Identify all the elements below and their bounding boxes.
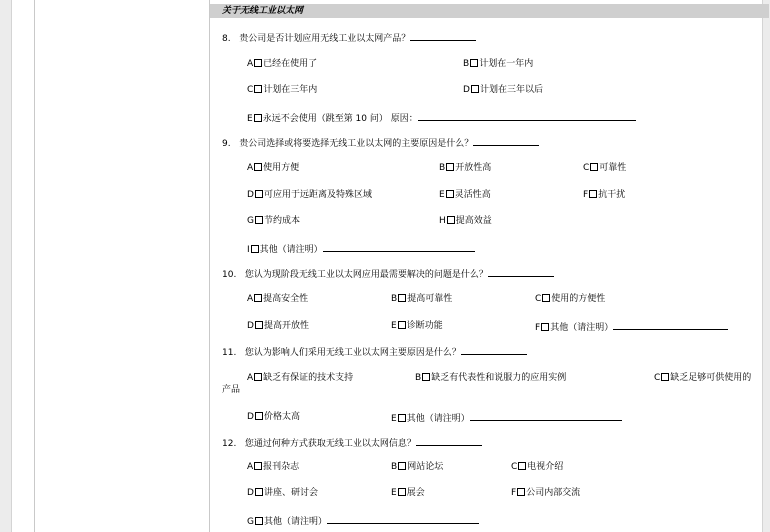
option-9f: [583, 189, 625, 201]
option-label: 抗干扰: [598, 190, 626, 200]
checkbox[interactable]: [254, 462, 262, 470]
checkbox[interactable]: [422, 373, 430, 381]
option-label: 其他（请注明）: [263, 517, 327, 527]
option-8b: [463, 58, 533, 70]
option-label: 展会: [406, 488, 425, 498]
option-label: 灵活性高: [454, 190, 491, 200]
option-12a: [247, 461, 299, 473]
checkbox[interactable]: [446, 190, 454, 198]
question-text: 您认为现阶段无线工业以太网应用最需要解决的问题是什么？: [244, 270, 488, 280]
option-9d: [247, 189, 372, 201]
checkbox[interactable]: [447, 216, 455, 224]
option-10f: [535, 320, 728, 334]
option-letter: G: [247, 517, 254, 527]
checkbox[interactable]: [398, 462, 406, 470]
section-title: 关于无线工业以太网: [222, 6, 304, 16]
option-letter: A: [247, 294, 254, 304]
option-8d: [463, 84, 543, 96]
checkbox[interactable]: [254, 373, 262, 381]
option-11c: [654, 372, 751, 384]
option-10c: [535, 293, 605, 305]
option-label: 公司内部交流: [526, 488, 581, 498]
option-letter: E: [247, 114, 253, 124]
question-text: 您认为影响人们采用无线工业以太网主要原因是什么？: [244, 348, 461, 358]
option-letter: D: [247, 321, 254, 331]
option-9c: [583, 162, 626, 174]
other-blank[interactable]: [327, 514, 479, 524]
option-letter: F: [535, 323, 541, 333]
option-10d: [247, 320, 309, 332]
checkbox[interactable]: [471, 85, 479, 93]
option-letter: A: [247, 59, 254, 69]
answer-blank[interactable]: [416, 436, 482, 446]
question-11: [222, 345, 527, 359]
option-9b: [439, 162, 491, 174]
checkbox[interactable]: [255, 216, 263, 224]
other-blank[interactable]: [470, 411, 622, 421]
checkbox[interactable]: [254, 85, 262, 93]
document-content: [209, 0, 765, 532]
option-label: 诊断功能: [406, 321, 443, 331]
option-label: 其他（请注明）: [259, 245, 323, 255]
option-label: 永远不会使用（跳至第 10 问） 原因：: [262, 114, 418, 124]
option-label: 提高安全性: [263, 294, 309, 304]
answer-blank[interactable]: [473, 136, 539, 146]
option-letter: I: [247, 245, 250, 255]
checkbox[interactable]: [255, 517, 263, 525]
option-letter: D: [247, 412, 254, 422]
option-9g: [247, 215, 300, 227]
checkbox[interactable]: [255, 321, 263, 329]
option-11c-wrap: [222, 384, 240, 396]
option-letter: C: [535, 294, 542, 304]
option-label: 讲座、研讨会: [263, 488, 318, 498]
option-label: 节约成本: [263, 216, 300, 226]
option-letter: B: [391, 462, 398, 472]
question-number: 9.: [222, 139, 231, 149]
option-label: 其他（请注明）: [550, 323, 614, 333]
option-letter: B: [391, 294, 398, 304]
question-number: 10.: [222, 270, 237, 280]
option-label: 缺乏有代表性和说服力的应用实例: [431, 373, 567, 383]
option-letter: D: [247, 488, 254, 498]
option-letter: A: [247, 163, 254, 173]
checkbox[interactable]: [398, 321, 406, 329]
option-letter: E: [439, 190, 445, 200]
checkbox[interactable]: [470, 59, 478, 67]
reason-blank[interactable]: [418, 111, 636, 121]
other-blank[interactable]: [323, 242, 475, 252]
option-letter: C: [654, 373, 661, 383]
option-label: 提高效益: [455, 216, 492, 226]
option-12f: [511, 487, 580, 499]
option-9i: [247, 242, 475, 256]
option-label: 计划在一年内: [479, 59, 534, 69]
option-label: 已经在使用了: [263, 59, 318, 69]
option-8e: [247, 111, 636, 125]
question-text: 贵公司是否计划应用无线工业以太网产品？: [239, 34, 411, 44]
option-letter: B: [463, 59, 470, 69]
option-letter: E: [391, 321, 397, 331]
question-10: [222, 267, 554, 281]
option-letter: B: [415, 373, 422, 383]
option-9e: [439, 189, 491, 201]
answer-blank[interactable]: [488, 267, 554, 277]
option-letter: G: [247, 216, 254, 226]
option-11b: [415, 372, 566, 384]
option-label: 可靠性: [599, 163, 627, 173]
checkbox[interactable]: [590, 163, 598, 171]
question-number: 11.: [222, 348, 237, 358]
option-12e: [391, 487, 425, 499]
option-9h: [439, 215, 492, 227]
question-text: 您通过何种方式获取无线工业以太网信息？: [244, 439, 416, 449]
checkbox[interactable]: [398, 294, 406, 302]
checkbox[interactable]: [398, 488, 406, 496]
option-label: 提高可靠性: [407, 294, 453, 304]
section-header: [210, 4, 769, 18]
page-margin-guide: [34, 0, 35, 532]
option-letter: F: [583, 190, 589, 200]
checkbox[interactable]: [254, 114, 262, 122]
checkbox[interactable]: [254, 294, 262, 302]
checkbox[interactable]: [255, 190, 263, 198]
option-12g: [247, 514, 479, 528]
option-letter: B: [439, 163, 446, 173]
option-12d: [247, 487, 318, 499]
checkbox[interactable]: [446, 163, 454, 171]
option-10b: [391, 293, 452, 305]
checkbox[interactable]: [398, 414, 406, 422]
option-12b: [391, 461, 443, 473]
question-text: 贵公司选择或将要选择无线工业以太网的主要原因是什么？: [239, 139, 474, 149]
option-label: 报刊杂志: [263, 462, 300, 472]
option-label: 价格太高: [263, 412, 300, 422]
document-page: [11, 0, 763, 532]
checkbox[interactable]: [251, 245, 259, 253]
option-10e: [391, 320, 443, 332]
question-9: [222, 136, 539, 150]
option-label: 可应用于远距离及特殊区域: [263, 190, 372, 200]
option-letter: D: [463, 85, 470, 95]
option-label: 计划在三年以后: [479, 85, 543, 95]
option-label: 提高开放性: [263, 321, 309, 331]
checkbox[interactable]: [255, 488, 263, 496]
option-letter: E: [391, 414, 397, 424]
checkbox[interactable]: [254, 59, 262, 67]
question-8: [222, 31, 476, 45]
option-letter: H: [439, 216, 446, 226]
option-11d: [247, 411, 300, 423]
option-letter: F: [511, 488, 517, 498]
option-letter: C: [511, 462, 518, 472]
other-blank[interactable]: [613, 320, 728, 330]
checkbox[interactable]: [589, 190, 597, 198]
option-label: 电视介绍: [527, 462, 564, 472]
checkbox[interactable]: [518, 462, 526, 470]
option-letter: C: [583, 163, 590, 173]
option-10a: [247, 293, 308, 305]
answer-blank[interactable]: [461, 345, 527, 355]
option-letter: E: [391, 488, 397, 498]
option-label: 使用方便: [263, 163, 300, 173]
option-label: 网站论坛: [407, 462, 444, 472]
option-letter: A: [247, 462, 254, 472]
checkbox[interactable]: [255, 412, 263, 420]
checkbox[interactable]: [661, 373, 669, 381]
option-9a: [247, 162, 299, 174]
question-number: 12.: [222, 439, 237, 449]
option-label: 缺乏有保证的技术支持: [263, 373, 354, 383]
option-label: 计划在三年内: [263, 85, 318, 95]
option-letter: A: [247, 373, 254, 383]
checkbox[interactable]: [254, 163, 262, 171]
checkbox[interactable]: [517, 488, 525, 496]
checkbox[interactable]: [541, 323, 549, 331]
option-label-continued: 产品: [222, 385, 241, 395]
option-label: 其他（请注明）: [406, 414, 470, 424]
option-12c: [511, 461, 563, 473]
option-label: 缺乏足够可供使用的: [670, 373, 752, 383]
option-8c: [247, 84, 317, 96]
option-8a: [247, 58, 317, 70]
question-number: 8.: [222, 34, 231, 44]
option-11a: [247, 372, 353, 384]
answer-blank[interactable]: [410, 31, 476, 41]
option-letter: C: [247, 85, 254, 95]
question-12: [222, 436, 482, 450]
checkbox[interactable]: [542, 294, 550, 302]
option-label: 使用的方便性: [551, 294, 606, 304]
option-label: 开放性高: [455, 163, 492, 173]
option-letter: D: [247, 190, 254, 200]
option-11e: [391, 411, 622, 425]
